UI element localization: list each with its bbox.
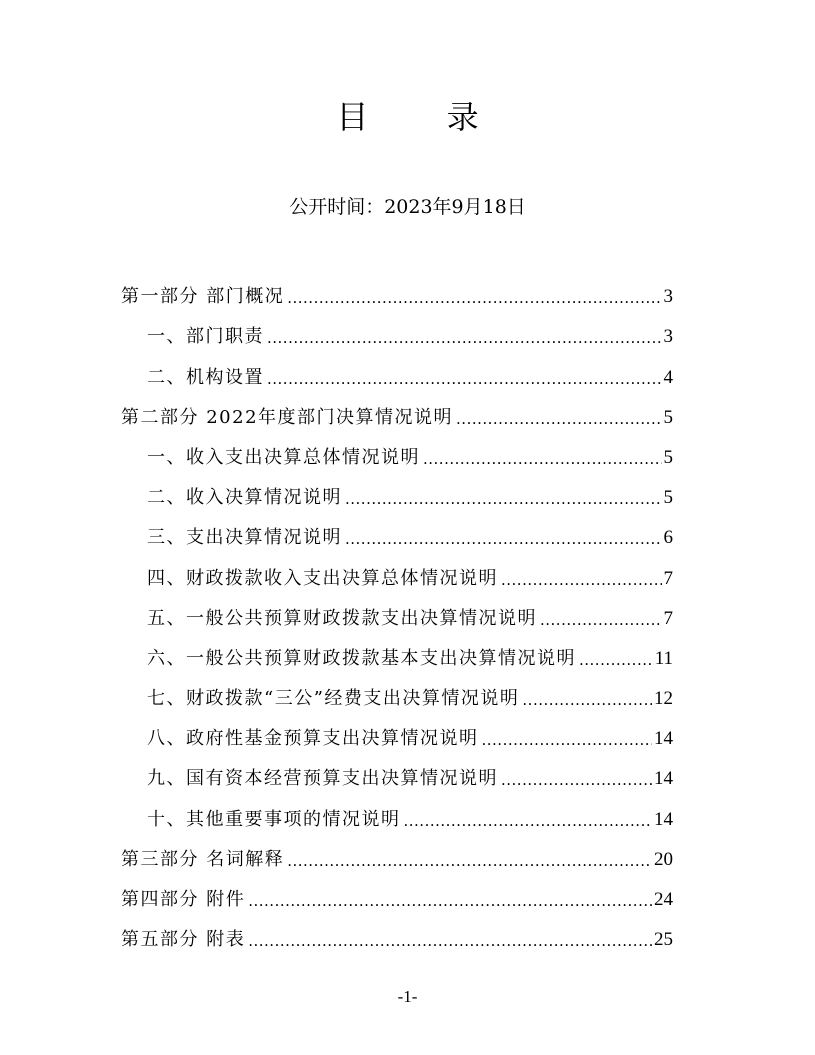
toc-dot-leader: [482, 726, 653, 754]
toc-entry-page: 5: [663, 446, 673, 468]
toc-entry-page: 6: [663, 527, 673, 549]
toc-entry-part-4[interactable]: [121, 875, 673, 915]
page-title: 目 录: [336, 98, 513, 136]
toc-entry-label: 五、一般公共预算财政拨款支出决算情况说明: [147, 607, 537, 629]
toc-entry-page: 24: [654, 889, 673, 910]
toc-dot-leader: [501, 766, 652, 794]
toc-entry-part-3[interactable]: [121, 835, 673, 875]
toc-entry-page: 5: [663, 487, 673, 509]
toc-entry-label: 第一部分 部门概况: [121, 286, 285, 308]
toc-entry-label: 六、一般公共预算财政拨款基本支出决算情况说明: [147, 647, 576, 669]
toc-entry-other-important-matters[interactable]: [121, 794, 673, 834]
toc-dot-leader: [345, 485, 662, 513]
toc-entry-page: 14: [654, 768, 673, 790]
toc-entry-page: 3: [663, 286, 673, 308]
toc-entry-label: 第三部分 名词解释: [121, 848, 285, 870]
toc-entry-general-budget-expenditure[interactable]: [121, 594, 673, 634]
toc-dot-leader: [423, 445, 662, 473]
toc-entry-general-budget-basic-expenditure[interactable]: [121, 634, 673, 674]
toc-entry-department-duties[interactable]: [121, 312, 673, 352]
toc-entry-label: 一、收入支出决算总体情况说明: [147, 446, 420, 468]
toc-entry-label: 二、收入决算情况说明: [147, 487, 342, 509]
toc-entry-fiscal-appropriation-overall[interactable]: [121, 553, 673, 593]
toc-entry-income-accounts[interactable]: [121, 473, 673, 513]
toc-entry-label: 四、财政拨款收入支出决算总体情况说明: [147, 567, 498, 589]
toc-entry-page: 3: [663, 326, 673, 348]
toc-entry-organization-setup[interactable]: [121, 352, 673, 392]
toc-dot-leader: [248, 927, 652, 955]
toc-entry-label: 第五部分 附表: [121, 929, 246, 951]
page-number: -1-: [397, 987, 418, 1006]
toc-dot-leader: [345, 525, 662, 553]
toc-dot-leader: [248, 887, 652, 915]
toc-entry-part-5[interactable]: [121, 915, 673, 955]
toc-entry-page: 14: [654, 728, 673, 750]
toc-entry-page: 7: [663, 607, 673, 629]
toc-entry-income-expenditure-overall[interactable]: [121, 433, 673, 473]
toc-entry-label: 二、机构设置: [147, 366, 264, 388]
toc-entry-page: 20: [654, 848, 673, 870]
toc-entry-expenditure-accounts[interactable]: [121, 513, 673, 553]
toc-dot-leader: [287, 284, 661, 312]
toc-entry-label: 三、支出决算情况说明: [147, 527, 342, 549]
toc-dot-leader: [579, 646, 653, 674]
publish-date: 公开时间：2023年9月18日: [289, 196, 526, 218]
toc-entry-three-public-expenses[interactable]: [121, 674, 673, 714]
toc-entry-part-1[interactable]: [121, 272, 673, 312]
toc-entry-page: 4: [663, 366, 673, 388]
table-of-contents: [121, 272, 673, 955]
toc-dot-leader: [267, 324, 662, 352]
toc-entry-label: 一、部门职责: [147, 326, 264, 348]
toc-entry-label: 第四部分 附件: [121, 889, 246, 910]
toc-dot-leader: [456, 405, 661, 433]
toc-entry-page: 5: [663, 406, 673, 428]
toc-entry-page: 11: [654, 647, 673, 669]
toc-entry-page: 12: [654, 688, 673, 710]
toc-entry-page: 7: [663, 567, 673, 589]
toc-dot-leader: [287, 847, 652, 875]
toc-entry-page: 14: [654, 808, 673, 830]
toc-entry-label: 八、政府性基金预算支出决算情况说明: [147, 728, 479, 750]
toc-entry-government-fund-budget[interactable]: [121, 714, 673, 754]
toc-entry-label: 九、国有资本经营预算支出决算情况说明: [147, 768, 498, 790]
toc-dot-leader: [522, 686, 652, 714]
toc-dot-leader: [267, 365, 662, 393]
toc-dot-leader: [501, 566, 662, 594]
toc-entry-label: 第二部分 2022年度部门决算情况说明: [121, 406, 454, 428]
toc-entry-state-capital-budget[interactable]: [121, 754, 673, 794]
toc-entry-page: 25: [654, 929, 673, 951]
toc-dot-leader: [404, 807, 653, 835]
toc-dot-leader: [540, 606, 662, 634]
toc-entry-label: 七、财政拨款“三公”经费支出决算情况说明: [147, 688, 520, 710]
toc-entry-label: 十、其他重要事项的情况说明: [147, 808, 401, 830]
toc-entry-part-2[interactable]: [121, 393, 673, 433]
